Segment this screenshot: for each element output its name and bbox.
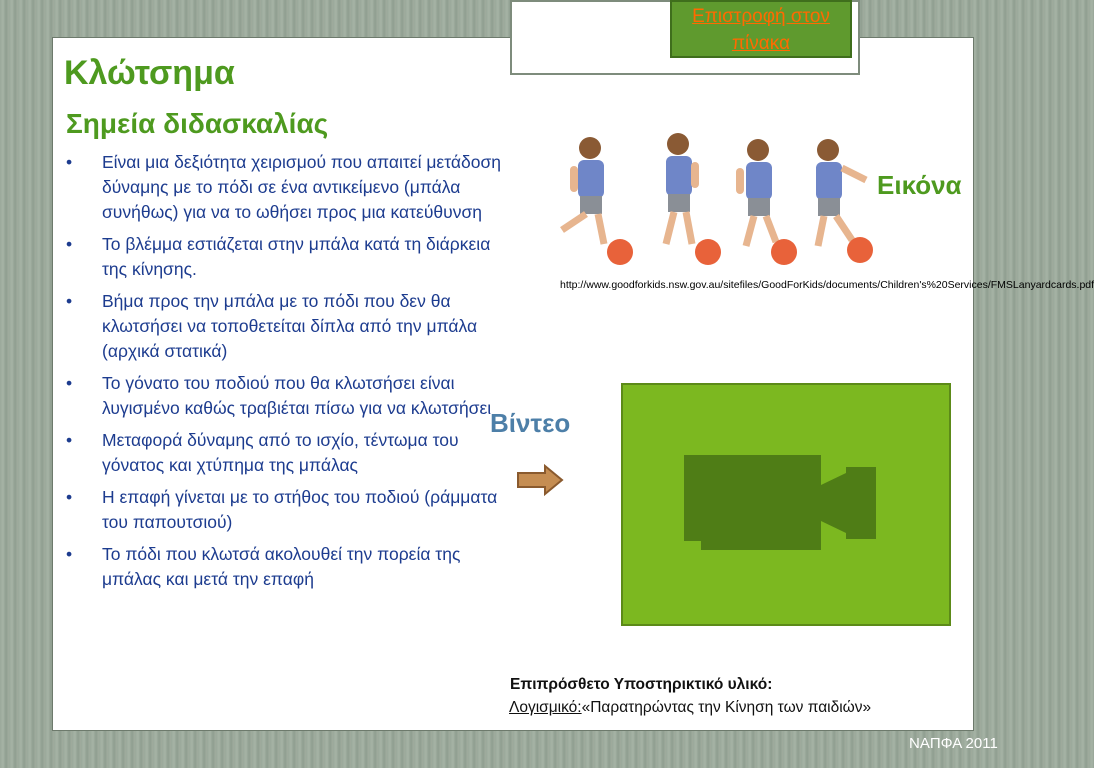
teaching-point: • Το πόδι που κλωτσά ακολουθεί την πορεία της μπάλας και μετά την επαφή (62, 542, 512, 592)
kid-figure-3 (736, 139, 797, 265)
footer-text: ΝΑΠΦΑ 2011 (909, 735, 998, 752)
video-player[interactable] (621, 383, 951, 626)
image-source-url: http://www.goodforkids.nsw.gov.au/sitefiles/GoodForKids/documents/Children's%20Services/FMSLanyardcards.pdf (560, 279, 1094, 291)
teaching-point: • Το γόνατο του ποδιού που θα κλωτσήσει είναι λυγισμένο καθώς τραβιέται πίσω για να κλωτσήσει (62, 371, 512, 421)
software-link[interactable]: Λογισμικό: (509, 699, 582, 716)
teaching-point: • Το βλέμμα εστιάζεται στην μπάλα κατά τη διάρκεια της κίνησης. (62, 232, 512, 282)
extra-material-heading: Επιπρόσθετο Υποστηρικτικό υλικό: (510, 676, 773, 693)
video-label: Βίντεο (490, 408, 571, 438)
kid-figure-4 (816, 139, 873, 263)
right-arrow-icon (517, 465, 563, 500)
slide-subtitle: Σημεία διδασκαλίας (66, 108, 329, 139)
image-label: Εικόνα (877, 170, 962, 200)
return-to-table-link[interactable]: Επιστροφή στον πίνακα (692, 6, 830, 54)
teaching-point: • Βήμα προς την μπάλα με το πόδι που δεν θα κλωτσήσει να τοποθετείται δίπλα από την μπάλα (αρχικά στατικά) (62, 289, 512, 364)
extra-material-line (509, 699, 871, 717)
teaching-point: • Η επαφή γίνεται με το στήθος του ποδιού (ράμματα του παπουτσιού) (62, 485, 512, 535)
kicking-sequence-image (548, 128, 878, 278)
return-to-table-button[interactable] (670, 0, 852, 58)
slide-title: Κλώτσημα (64, 54, 235, 92)
software-title: «Παρατηρώντας την Κίνηση των παιδιών» (581, 699, 872, 716)
teaching-points-list (62, 150, 512, 599)
teaching-point: • Μεταφορά δύναμης από το ισχίο, τέντωμα του γόνατος και χτύπημα της μπάλας (62, 428, 512, 478)
video-camera-icon (681, 455, 881, 550)
kid-figure-2 (666, 133, 721, 265)
teaching-point: • Είναι μια δεξιότητα χειρισμού που απαιτεί μετάδοση δύναμης με το πόδι σε ένα αντικείμενο (μπάλα συνήθως) για να το ωθήσει προς μια κατεύθυνση (62, 150, 512, 225)
kid-figure-1 (562, 137, 633, 265)
